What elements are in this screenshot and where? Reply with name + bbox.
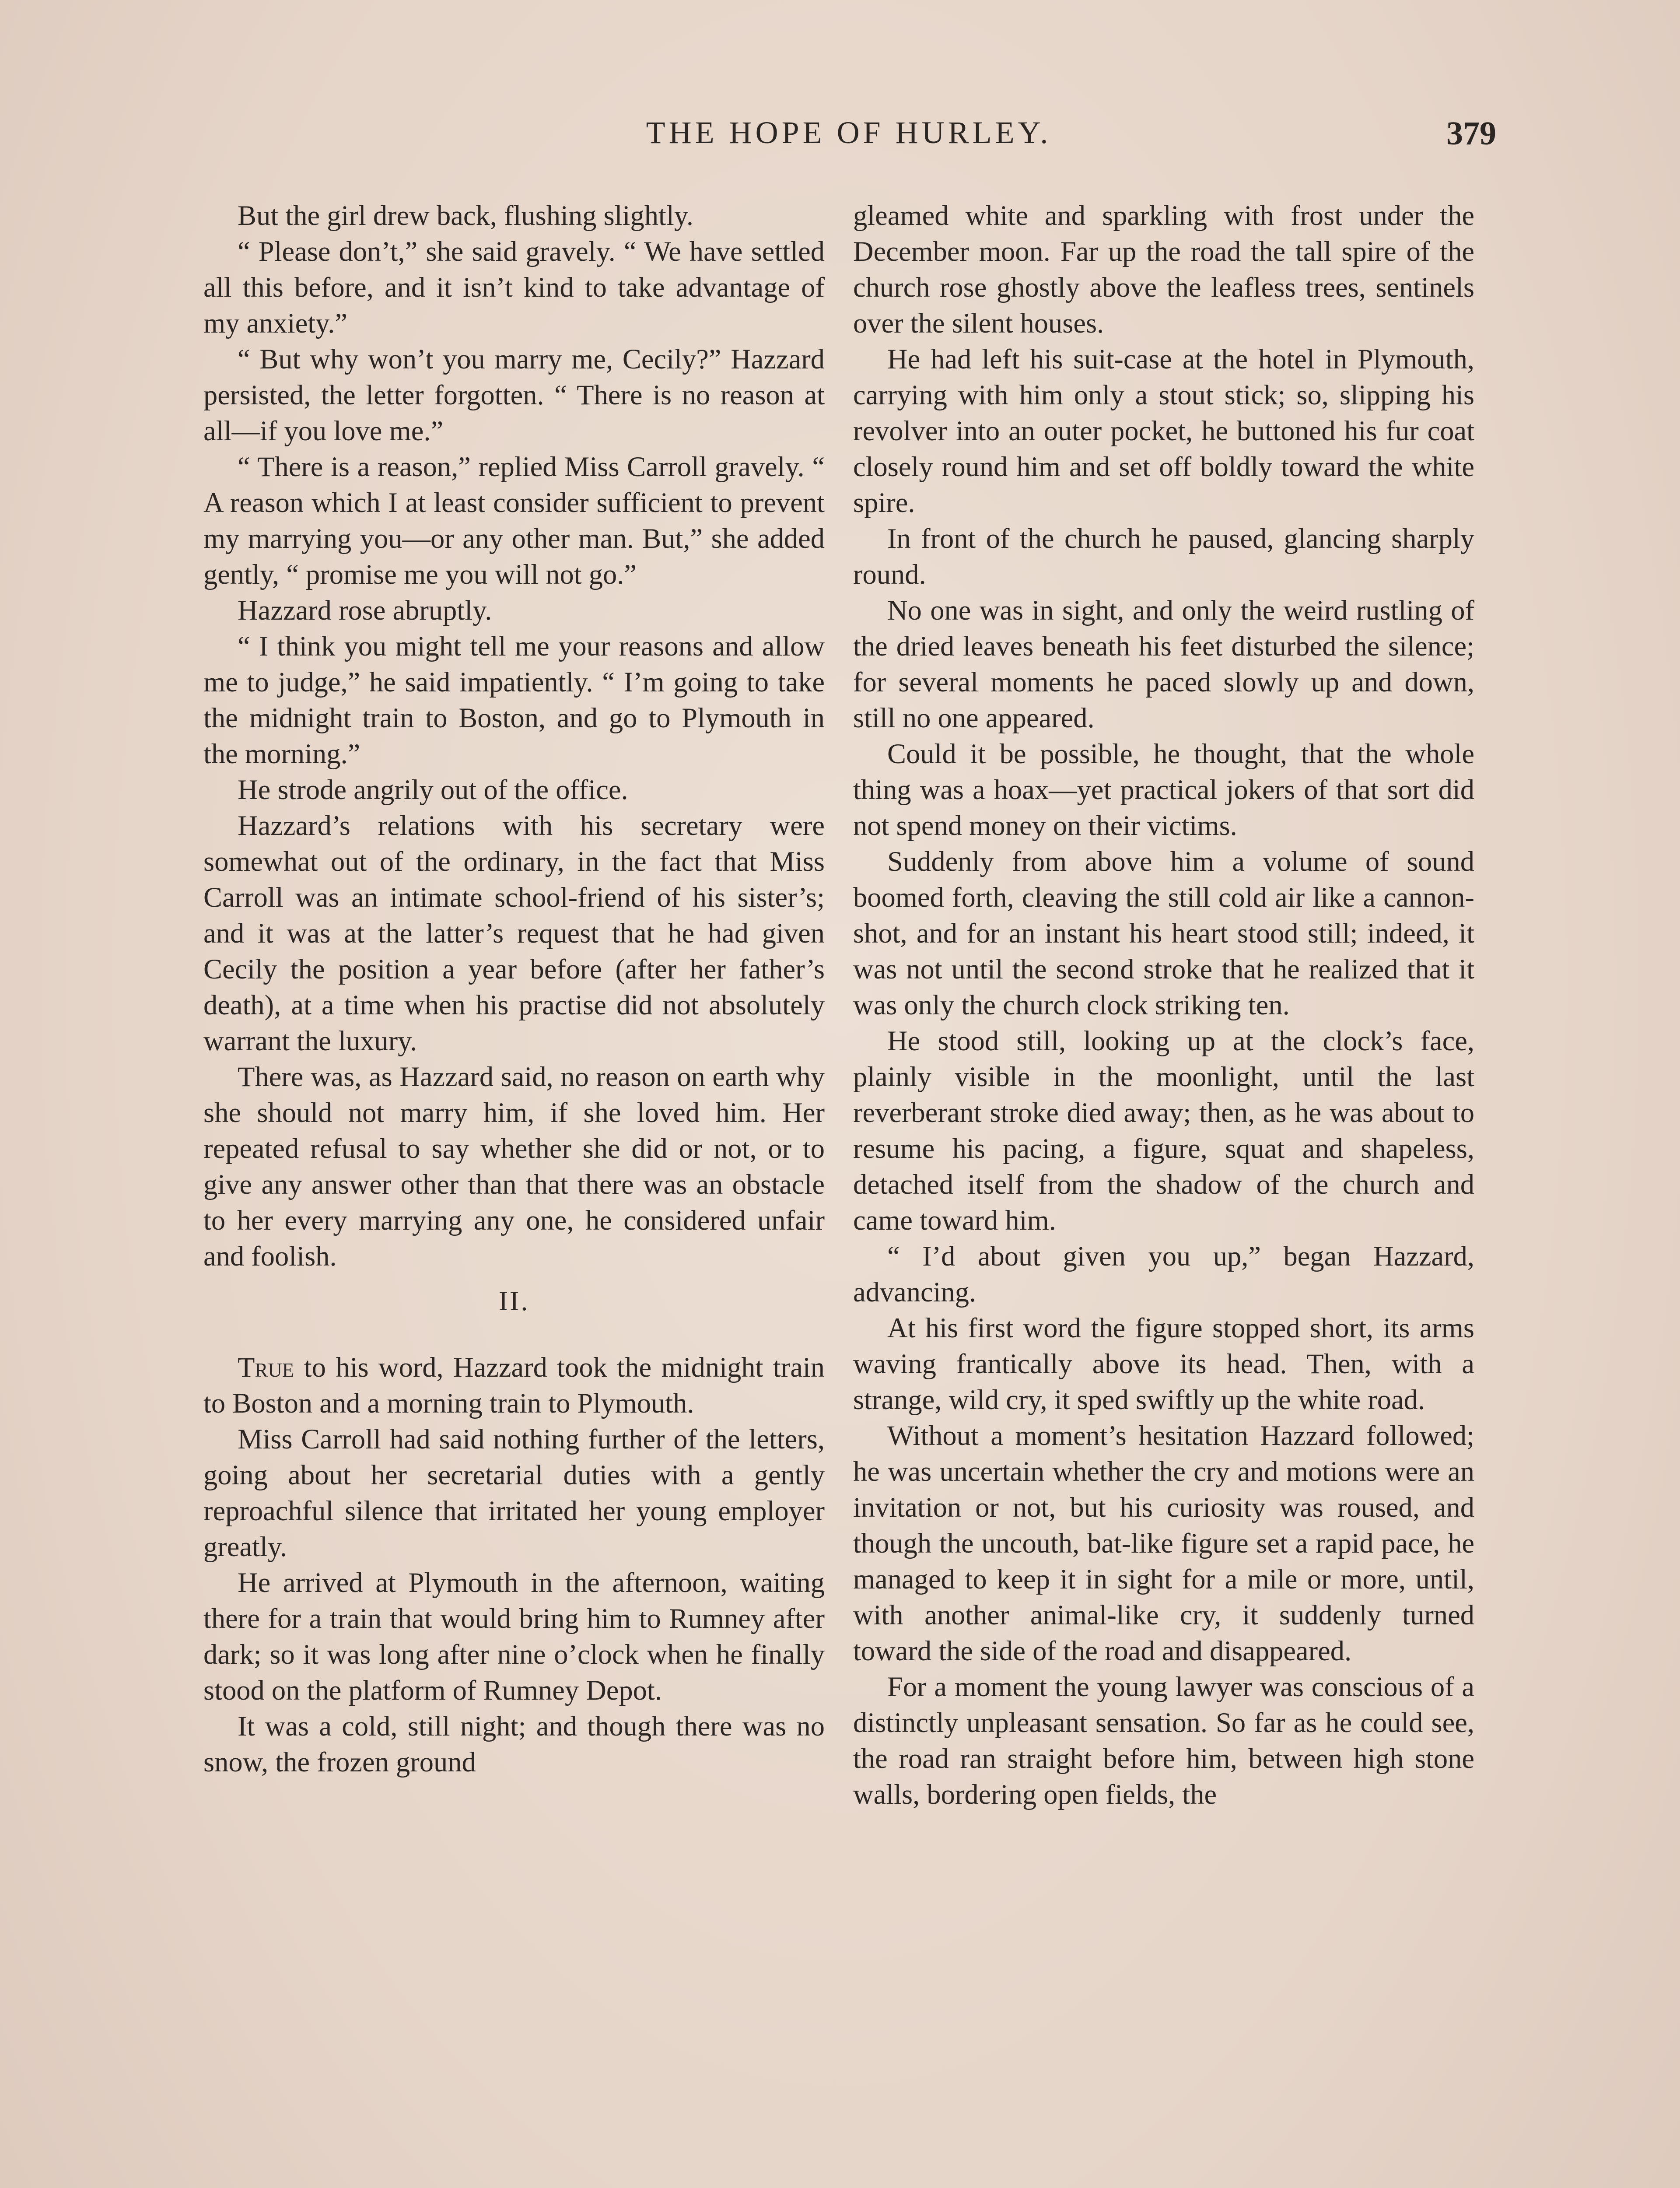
paragraph: Could it be possible, he thought, that the whole thing was a hoax—yet practical jokers of that sort did not spend money on their victims. [853,738,1474,841]
paragraph-text: to his word, Hazzard took the midnight train to Boston and a morning train to Plymouth. [203,1352,825,1419]
paragraph: He strode angrily out of the office. [238,774,628,805]
paragraph: Suddenly from above him a volume of sound boomed forth, cleaving the still cold air like a cannon-shot, and for an instant his heart stood still; indeed, it was not until the second stroke that he realized that it was only the church clock striking ten. [853,846,1474,1020]
paragraph-continued: gleamed white and sparkling with frost under the December moon. Far up the road the tall spire of the church rose ghostly above the leafless trees, sentinels over the silent houses. [853,200,1474,339]
right-column [853,198,1474,1813]
paragraph: No one was in sight, and only the weird rustling of the dried leaves beneath his feet disturbed the silence; for several moments he paced slowly up and down, still no one appeared. [853,595,1474,733]
paragraph-text: slightly. [603,200,694,231]
paragraph: “ There is a reason,” replied Miss Carroll gravely. “ A reason which I at least consider sufficient to prevent my marrying you—or any other man. But,” she added gently, “ promise me you will not go.” [203,451,825,590]
paragraph [203,1350,825,1421]
paragraph: He arrived at Plymouth in the afternoon, waiting there for a train that would bring him to Rumney after dark; so it was long after nine o’clock when he finally stood on the platform of Rumney Depot. [203,1567,825,1706]
page-number: 379 [1446,115,1496,152]
drop-word: True [238,1352,294,1383]
paragraph: In front of the church he paused, glancing sharply round. [853,523,1474,590]
running-title: THE HOPE OF HURLEY. [646,115,1052,150]
paragraph: “ Please don’t,” she said gravely. “ We have settled all this before, and it isn’t kind to take advantage of my anxiety.” [203,236,825,339]
paragraph: “ I’d about given you up,” began Hazzard, advancing. [853,1241,1474,1308]
paragraph: Without a moment’s hesitation Hazzard followed; he was uncertain whether the cry and motions were an invitation or not, but his curiosity was roused, and though the uncouth, bat-like figure set a rapid pace, he managed to keep it in sight for a mile or more, until, with another animal-like cry, it suddenly turned toward the side of the road and disappeared. [853,1420,1474,1666]
page-header [201,115,1496,167]
paragraph: He had left his suit-case at the hotel in Plymouth, carrying with him only a stout stick; so, slipping his revolver into an outer pocket, he buttoned his fur coat closely round him and set off boldly toward the white spire. [853,344,1474,518]
paragraph: “ I think you might tell me your reasons and allow me to judge,” he said impatiently. “ I’m going to take the midnight train to Boston, and go to Plymouth in the morning.” [203,631,825,769]
paragraph: “ But why won’t you marry me, Cecily?” Hazzard persisted, the letter forgotten. “ There is no reason at all—if you love me.” [203,344,825,446]
paragraph [203,198,825,234]
paragraph: He stood still, looking up at the clock’s face, plainly visible in the moonlight, until the last reverberant stroke died away; then, as he was about to resume his pacing, a figure, squat and shapeless, detached itself from the shadow of the church and came toward him. [853,1025,1474,1236]
paragraph-lead: But the girl drew back, flushing [238,200,604,231]
section-heading: II. [498,1285,530,1316]
left-column [203,198,825,1780]
paragraph: There was, as Hazzard said, no reason on earth why she should not marry him, if she loved him. Her repeated refusal to say whether she did or not, or to give any answer other than that there was an obstacle to her every marrying any one, he considered unfair and foolish. [203,1061,825,1272]
paragraph: Miss Carroll had said nothing further of the letters, going about her secretarial duties with a gently reproachful silence that irritated her young employer greatly. [203,1424,825,1562]
paragraph: At his first word the figure stopped short, its arms waving frantically above its head. Then, with a strange, wild cry, it sped swiftly up the white road. [853,1312,1474,1415]
paragraph: It was a cold, still night; and though there was no snow, the frozen ground [203,1711,825,1778]
paragraph: Hazzard’s relations with his secretary were somewhat out of the ordinary, in the fact that Miss Carroll was an intimate school-friend of his sister’s; and it was at the latter’s request that he had given Cecily the position a year before (after her father’s death), at a time when his practise did not absolutely warrant the luxury. [203,810,825,1056]
paragraph: Hazzard rose abruptly. [238,595,492,626]
paragraph: For a moment the young lawyer was conscious of a distinctly unpleasant sensation. So far as he could see, the road ran straight before him, between high stone walls, bordering open fields, the [853,1671,1474,1810]
